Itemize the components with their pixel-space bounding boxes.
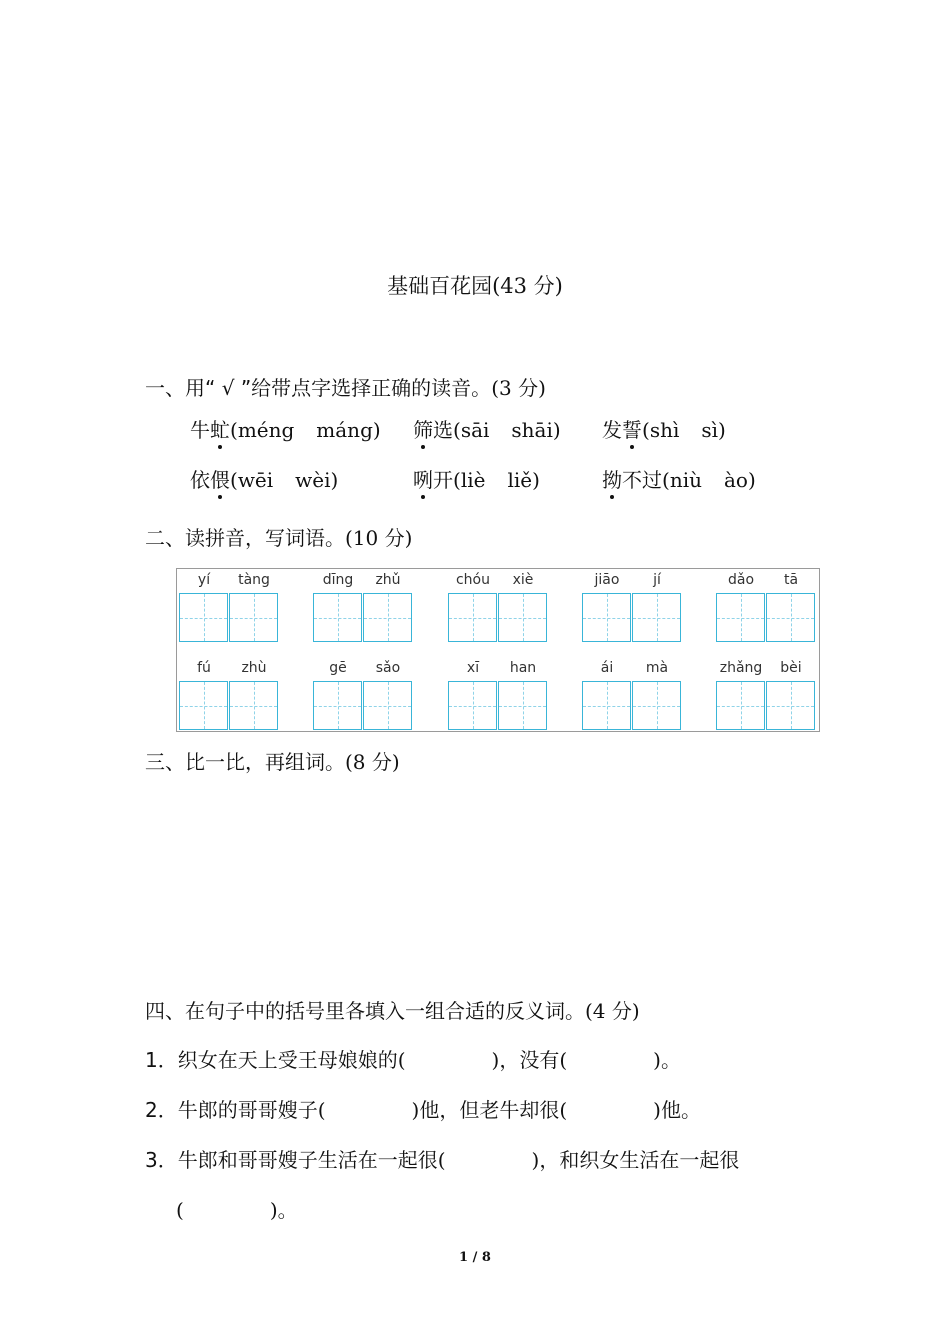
word-grid (448, 572, 548, 644)
character-box[interactable] (229, 593, 278, 642)
pinyin-option[interactable]: shāi (511, 418, 553, 442)
word-grid (448, 660, 548, 732)
pinyin-syllable: zhǔ (375, 572, 401, 588)
word-text: 依 (190, 468, 210, 492)
character-box[interactable] (313, 593, 362, 642)
pronunciation-item: 依偎(wēi wèi) (190, 464, 338, 493)
character-box[interactable] (632, 593, 681, 642)
sentence-number: 2． (145, 1098, 178, 1122)
pinyin-line (179, 660, 279, 680)
character-box[interactable] (363, 593, 412, 642)
pinyin-syllable: tàng (238, 572, 270, 588)
dotted-character: 虻 (210, 414, 230, 443)
word-text: 开 (433, 468, 453, 492)
character-box[interactable] (498, 681, 547, 730)
pinyin-syllable: dīng (322, 572, 354, 588)
word-grid (313, 572, 413, 644)
pronunciation-item: 牛虻(méng máng) (190, 414, 381, 443)
character-box[interactable] (229, 681, 278, 730)
pinyin-syllable: jiāo (594, 572, 620, 588)
pinyin-syllable: tā (783, 572, 799, 588)
pinyin-line (716, 572, 816, 592)
pinyin-syllable: chóu (455, 572, 490, 588)
question-2-label: 二、读拼音，写词语。 (145, 526, 345, 550)
dotted-character: 咧 (413, 464, 433, 493)
pinyin-syllable: xiè (512, 572, 534, 588)
question-3-score: (8 分) (345, 750, 400, 774)
word-grid (179, 572, 279, 644)
pinyin-syllable: zhǎng (719, 660, 763, 676)
sentence-text: 牛郎和哥哥嫂子生活在一起很( (177, 1148, 446, 1172)
pronunciation-item: 咧开(liè liě) (413, 464, 540, 493)
pinyin-line (582, 660, 682, 680)
pronunciation-item: 发誓(shì sì) (602, 414, 726, 443)
question-2-score: (10 分) (345, 526, 413, 550)
sentence-text: )，没有( (491, 1048, 568, 1072)
sentence-number: 1． (145, 1048, 178, 1072)
pinyin-option[interactable]: wèi (295, 468, 331, 492)
sentence-text: )。 (653, 1048, 681, 1072)
pinyin-syllable: bèi (780, 660, 802, 676)
pinyin-option[interactable]: sì (701, 418, 719, 442)
pinyin-option[interactable]: liè (460, 468, 486, 492)
question-1-score: (3 分) (491, 376, 546, 400)
writing-grid (176, 568, 820, 732)
word-text: 不过 (622, 468, 662, 492)
sentence-3 (145, 1144, 739, 1173)
pinyin-syllable: zhù (241, 660, 267, 676)
pronunciation-item: 拗不过(niù ào) (602, 464, 756, 493)
pinyin-line (448, 660, 548, 680)
character-box[interactable] (582, 681, 631, 730)
question-2-heading (145, 522, 412, 551)
character-box[interactable] (179, 593, 228, 642)
character-box[interactable] (766, 593, 815, 642)
pinyin-syllable: ái (600, 660, 614, 676)
word-text: 选 (433, 418, 453, 442)
sentence-text: 牛郎的哥哥嫂子( (177, 1098, 326, 1122)
character-box[interactable] (716, 593, 765, 642)
dotted-character: 拗 (602, 464, 622, 493)
pinyin-line (448, 572, 548, 592)
pinyin-syllable: fú (197, 660, 211, 676)
pinyin-syllable: yí (197, 572, 211, 588)
word-grid (716, 572, 816, 644)
word-grid (716, 660, 816, 732)
pinyin-option[interactable]: liě (507, 468, 533, 492)
sentence-text: )，和织女生活在一起很 (531, 1148, 740, 1172)
question-4-heading (145, 995, 640, 1024)
question-1-heading (145, 372, 546, 401)
character-box[interactable] (363, 681, 412, 730)
sentence-text: )他，但老牛却很( (411, 1098, 568, 1122)
sentence-text: )他。 (653, 1098, 701, 1122)
pinyin-syllable: sǎo (375, 660, 401, 676)
pinyin-option[interactable]: sāi (460, 418, 490, 442)
pronunciation-item: 筛选(sāi shāi) (413, 414, 561, 443)
sentence-3-continued (176, 1194, 298, 1223)
question-3-label: 三、比一比，再组词。 (145, 750, 345, 774)
sentence-text: 织女在天上受王母娘娘的( (177, 1048, 406, 1072)
dotted-character: 誓 (622, 414, 642, 443)
character-box[interactable] (716, 681, 765, 730)
word-grid (313, 660, 413, 732)
word-text: 牛 (190, 418, 210, 442)
pinyin-option[interactable]: wēi (237, 468, 274, 492)
pinyin-syllable: gē (329, 660, 347, 676)
character-box[interactable] (582, 593, 631, 642)
character-box[interactable] (498, 593, 547, 642)
pinyin-option[interactable]: máng (316, 418, 373, 442)
dotted-character: 筛 (413, 414, 433, 443)
pinyin-syllable: xī (466, 660, 480, 676)
section-title: 基础百花园(43 分) (387, 274, 563, 298)
question-3-heading (145, 746, 400, 775)
word-grid (582, 660, 682, 732)
pinyin-line (716, 660, 816, 680)
question-4-score: (4 分) (585, 999, 640, 1023)
pinyin-option[interactable]: niù (669, 468, 702, 492)
character-box[interactable] (448, 681, 497, 730)
sentence-text: )。 (269, 1198, 298, 1222)
question-1-label: 一、用“ √ ”给带点字选择正确的读音。 (145, 376, 492, 400)
pinyin-line (179, 572, 279, 592)
pinyin-line (313, 660, 413, 680)
character-box[interactable] (448, 593, 497, 642)
pinyin-line (313, 572, 413, 592)
character-box[interactable] (632, 681, 681, 730)
word-grid (582, 572, 682, 644)
question-4-label: 四、在句子中的括号里各填入一组合适的反义词。 (145, 999, 585, 1023)
word-text: 发 (602, 418, 622, 442)
character-box[interactable] (179, 681, 228, 730)
character-box[interactable] (766, 681, 815, 730)
sentence-1 (145, 1044, 681, 1073)
pinyin-option[interactable]: shì (649, 418, 680, 442)
pinyin-syllable: mà (645, 660, 669, 676)
dotted-character: 偎 (210, 464, 230, 493)
sentence-number: 3． (145, 1148, 178, 1172)
word-grid (179, 660, 279, 732)
page-number: 1 / 8 (459, 1250, 491, 1265)
pinyin-option[interactable]: ào (723, 468, 748, 492)
pinyin-syllable: han (509, 660, 537, 676)
pinyin-syllable: jí (653, 572, 661, 588)
character-box[interactable] (313, 681, 362, 730)
sentence-text: ( (176, 1198, 184, 1222)
pinyin-line (582, 572, 682, 592)
pinyin-syllable: dǎo (727, 572, 755, 588)
sentence-2 (145, 1094, 701, 1123)
pinyin-option[interactable]: méng (237, 418, 295, 442)
